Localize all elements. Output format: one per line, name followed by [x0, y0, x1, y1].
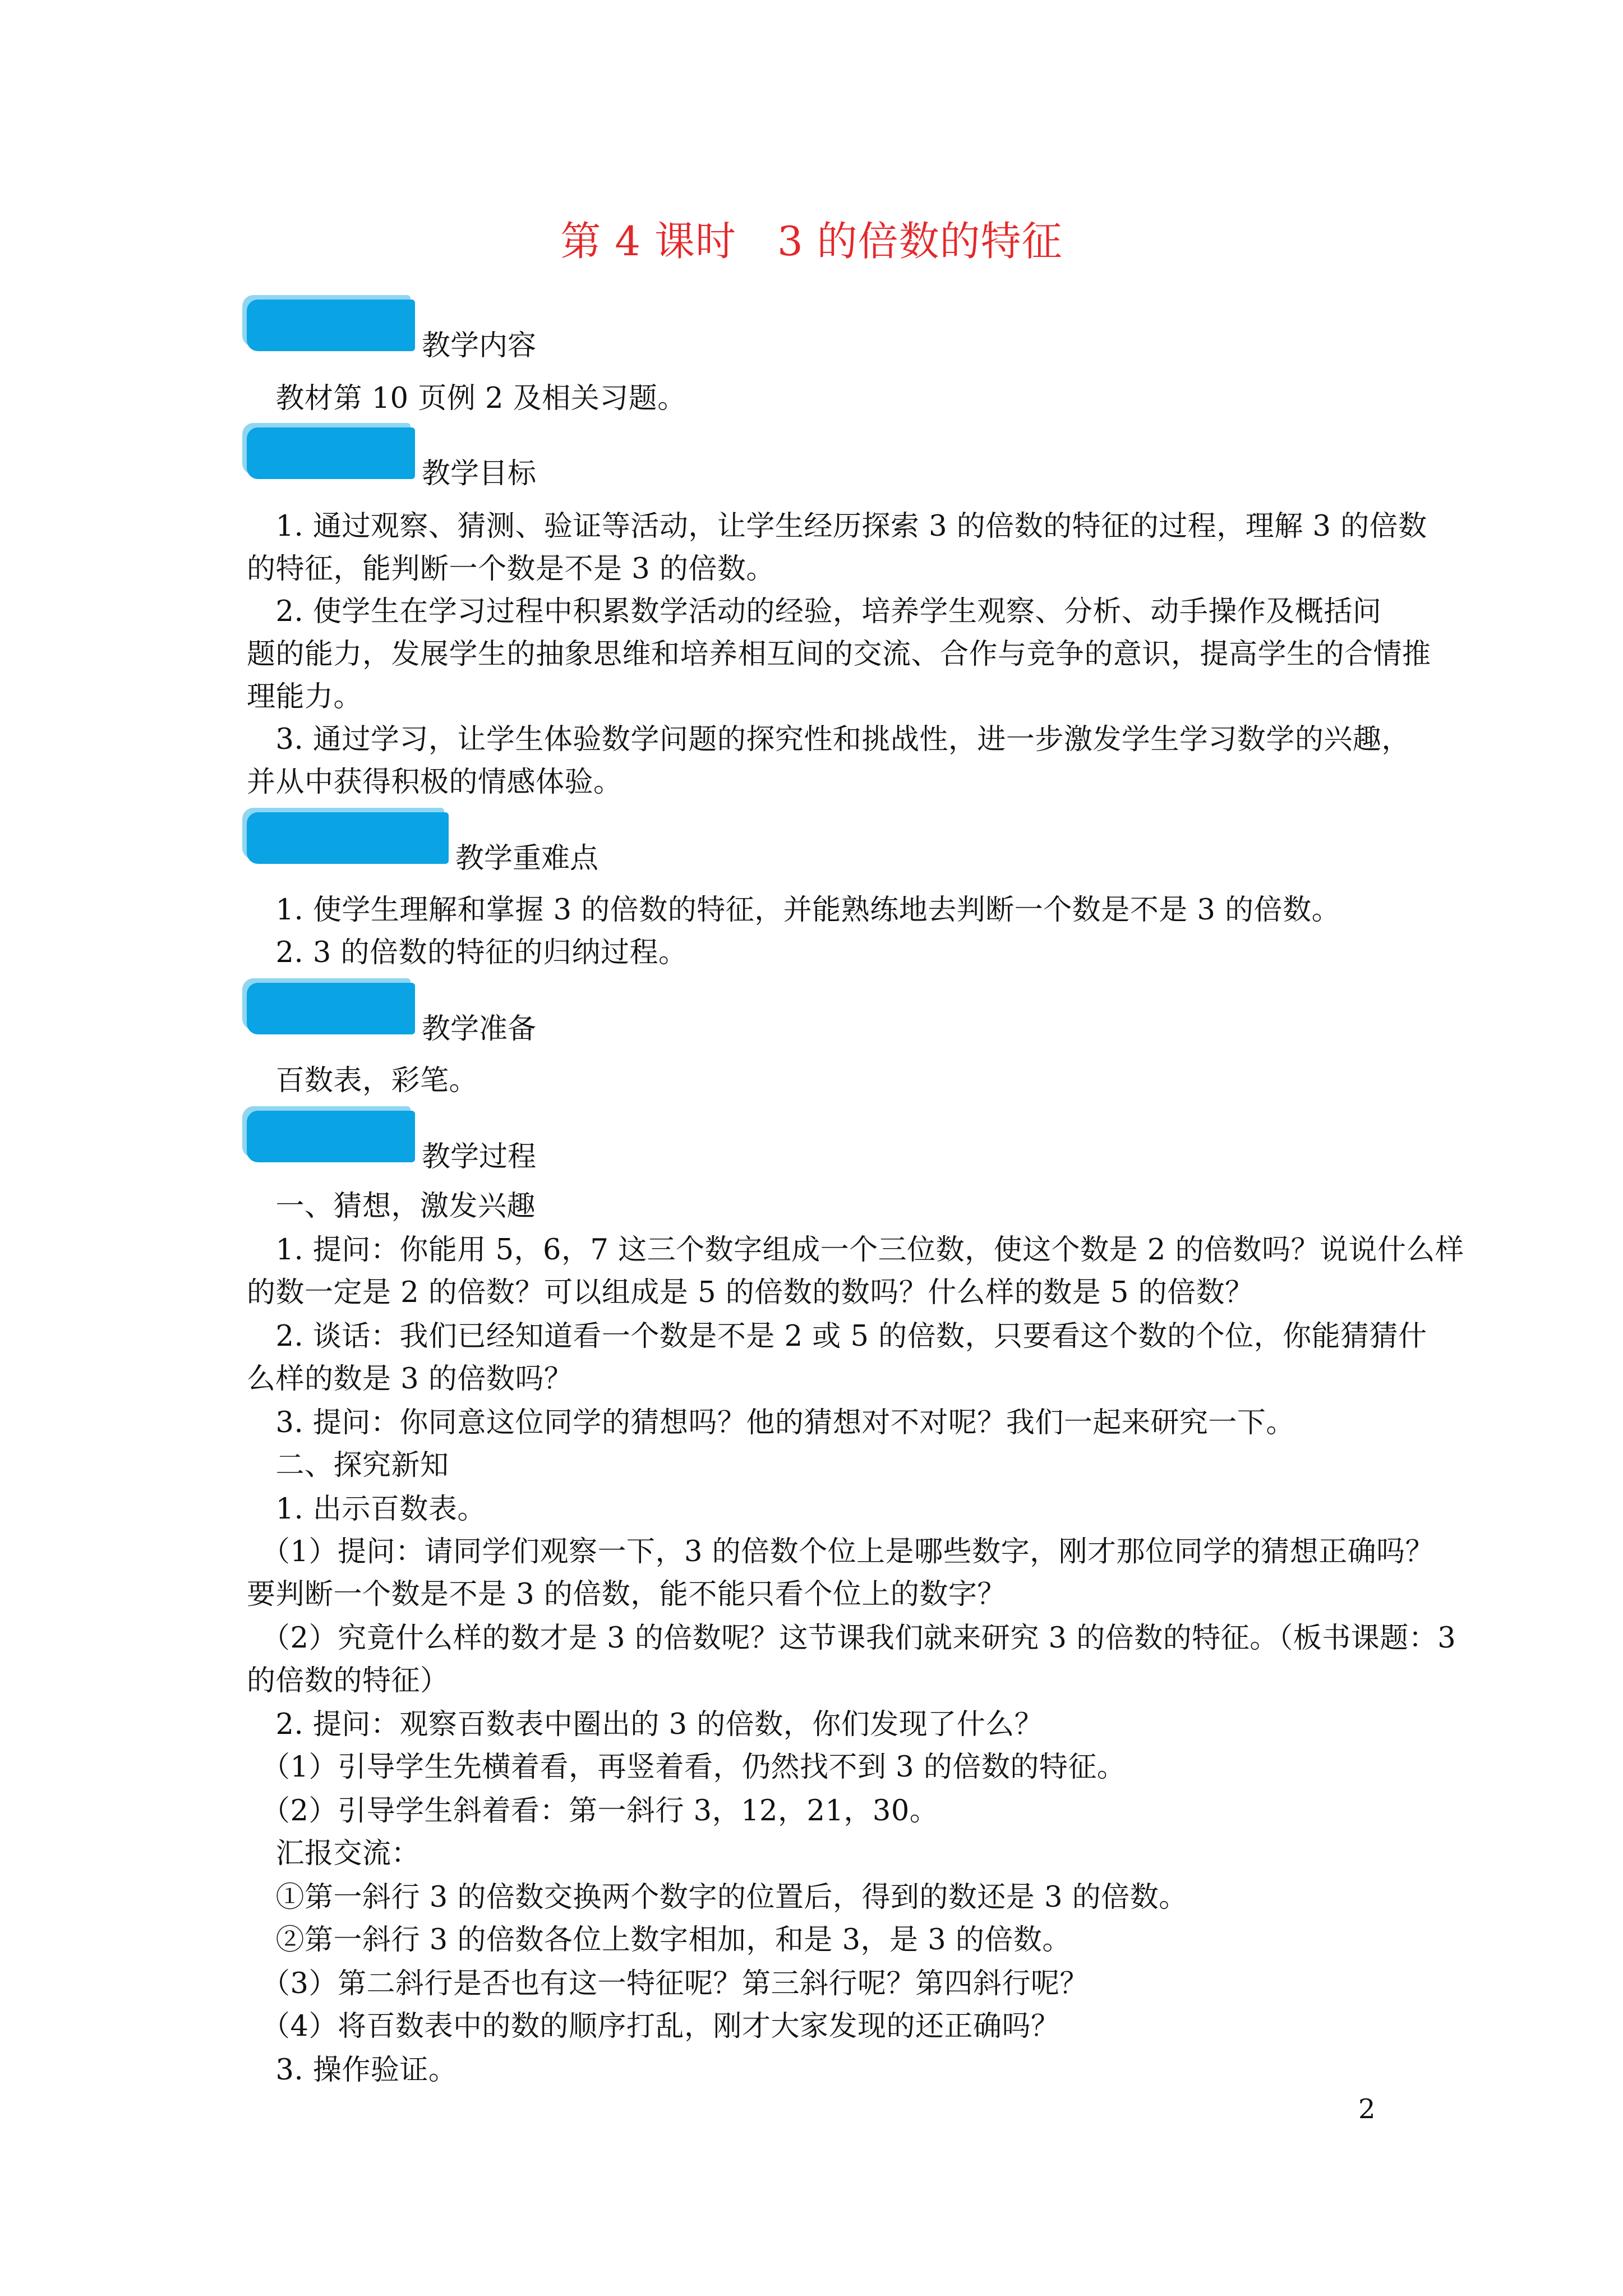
section-label: 教学目标	[422, 457, 537, 490]
text-line: 并从中获得积极的情感体验。	[247, 766, 623, 799]
text-line: 的数一定是 2 的倍数？可以组成是 5 的倍数的数吗？什么样的数是 5 的倍数？	[247, 1276, 1254, 1309]
section-process	[247, 1111, 1032, 1178]
section-label: 教学重难点	[455, 842, 599, 875]
text-line: 百数表，彩笔。	[247, 1064, 478, 1097]
text-line: （3）第二斜行是否也有这一特征呢？第三斜行呢？第四斜行呢？	[247, 1967, 1089, 2000]
text-line: 理能力。	[247, 680, 363, 714]
text-line: ①第一斜行 3 的倍数交换两个数字的位置后，得到的数还是 3 的倍数。	[247, 1881, 1188, 1914]
text-line: 的特征，能判断一个数是不是 3 的倍数。	[247, 553, 775, 586]
section-prep	[247, 983, 1032, 1050]
text-line: 二、探究新知	[247, 1449, 449, 1482]
text-line: （1）引导学生先横着看，再竖着看，仍然找不到 3 的倍数的特征。	[247, 1751, 1126, 1784]
text-line: 1. 提问：你能用 5，6，7 这三个数字组成一个三位数，使这个数是 2 的倍数吗？说说什么样	[247, 1234, 1464, 1267]
text-line: 3. 通过学习，让学生体验数学问题的探究性和挑战性，进一步激发学生学习数学的兴趣，	[247, 723, 1410, 756]
text-line: 2. 谈话：我们已经知道看一个数是不是 2 或 5 的倍数，只要看这个数的个位，你能猜猜什	[247, 1320, 1427, 1353]
text-line: （2）究竟什么样的数才是 3 的倍数呢？这节课我们就来研究 3 的倍数的特征。（板书课题：3	[247, 1622, 1456, 1655]
text-line: 1. 通过观察、猜测、验证等活动，让学生经历探索 3 的倍数的特征的过程，理解 3 的倍数	[247, 510, 1427, 543]
section-goals	[247, 427, 1032, 495]
text-line: 要判断一个数是不是 3 的倍数，能不能只看个位上的数字？	[247, 1578, 1006, 1611]
section-label: 教学准备	[422, 1013, 537, 1046]
text-line: 教材第 10 页例 2 及相关习题。	[247, 382, 686, 415]
text-line: （2）引导学生斜着看：第一斜行 3，12，21，30。	[247, 1795, 939, 1828]
text-line: 2. 提问：观察百数表中圈出的 3 的倍数，你们发现了什么？	[247, 1708, 1044, 1741]
text-line: 么样的数是 3 的倍数吗？	[247, 1363, 573, 1396]
section-tab-icon	[247, 300, 415, 351]
text-line: 1. 出示百数表。	[247, 1493, 486, 1526]
page-number: 2	[1358, 2093, 1376, 2125]
section-key	[247, 812, 1032, 880]
text-line: （1）提问：请同学们观察一下，3 的倍数个位上是哪些数字，刚才那位同学的猜想正确吗？	[247, 1535, 1435, 1568]
section-tab-icon	[247, 1111, 415, 1162]
text-line: 的倍数的特征）	[247, 1664, 449, 1697]
text-line: 3. 操作验证。	[247, 2054, 458, 2087]
text-line: 2. 3 的倍数的特征的归纳过程。	[247, 936, 688, 969]
section-label: 教学内容	[422, 329, 537, 362]
section-tab-icon	[247, 427, 415, 479]
text-line: （4）将百数表中的数的顺序打乱，刚才大家发现的还正确吗？	[247, 2010, 1060, 2043]
section-content	[247, 300, 1032, 367]
lesson-title: 第 4 课时 3 的倍数的特征	[560, 218, 1063, 265]
text-line: ②第一斜行 3 的倍数各位上数字相加，和是 3，是 3 的倍数。	[247, 1924, 1071, 1957]
text-line: 3. 提问：你同意这位同学的猜想吗？他的猜想对不对呢？我们一起来研究一下。	[247, 1406, 1295, 1439]
section-tab-icon	[247, 812, 449, 864]
section-tab-icon	[247, 983, 415, 1034]
text-line: 2. 使学生在学习过程中积累数学活动的经验，培养学生观察、分析、动手操作及概括问	[247, 595, 1382, 628]
text-line: 一、猜想，激发兴趣	[247, 1190, 536, 1223]
text-line: 汇报交流：	[247, 1837, 421, 1870]
text-line: 题的能力，发展学生的抽象思维和培养相互间的交流、合作与竞争的意识，提高学生的合情推	[247, 638, 1431, 671]
section-label: 教学过程	[422, 1140, 537, 1174]
text-line: 1. 使学生理解和掌握 3 的倍数的特征，并能熟练地去判断一个数是不是 3 的倍数。	[247, 894, 1341, 927]
